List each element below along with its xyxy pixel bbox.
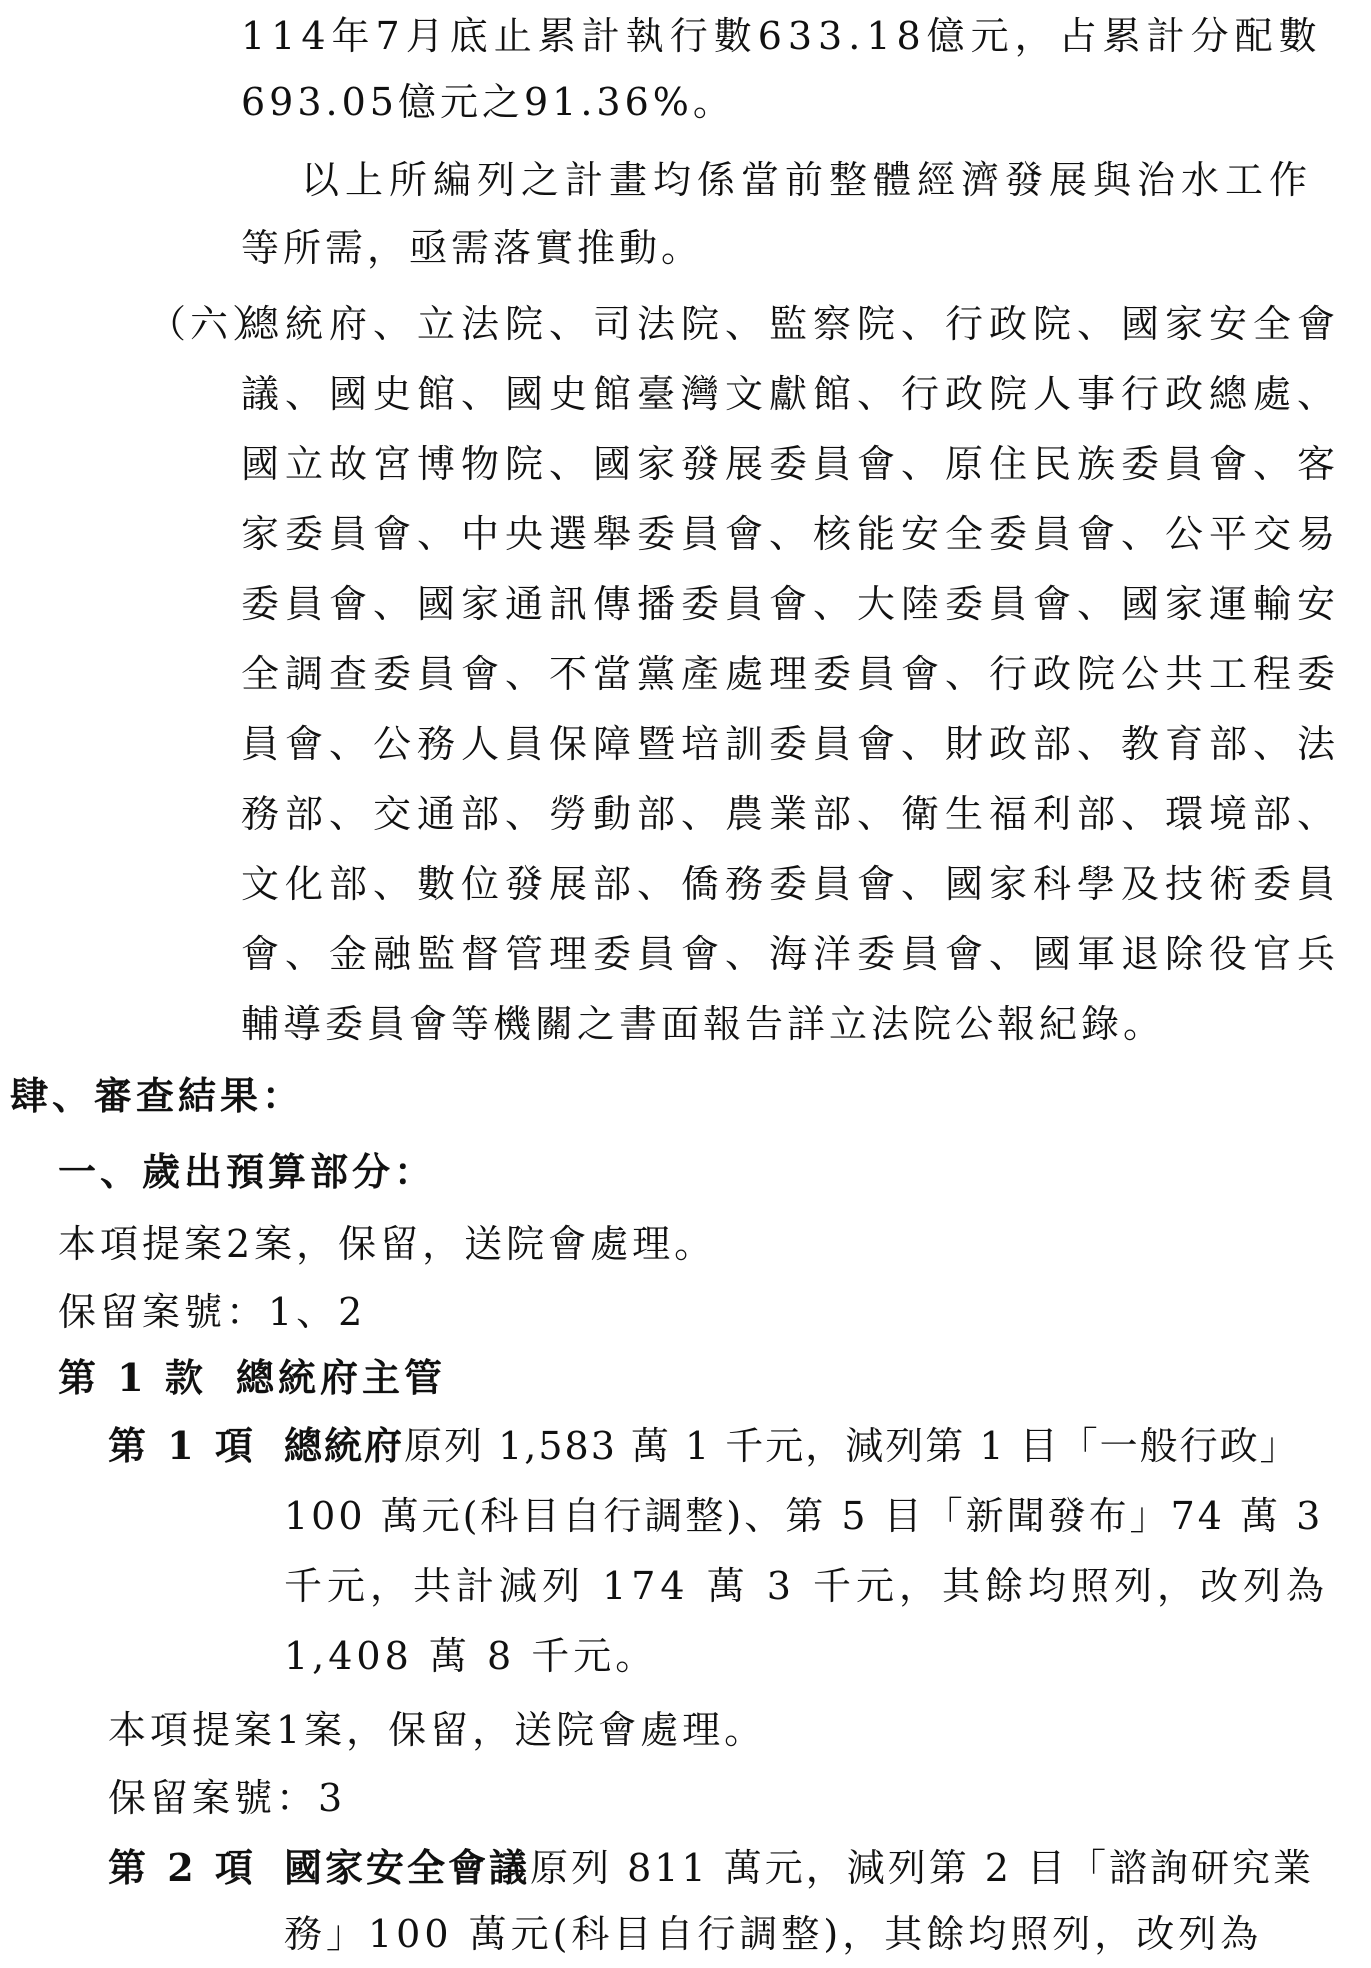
text-line: 務」100 萬元(科目自行調整)，其餘均照列，改列為	[284, 1912, 1263, 1956]
text-fragment: 原列 1,583 萬 1 千元，減列第 1 目「一般行政」	[404, 1424, 1300, 1468]
text-line: 總統府、立法院、司法院、監察院、行政院、國家安全會	[241, 302, 1342, 346]
text-line: 保留案號：1、2	[58, 1290, 367, 1334]
xiang-label: 第 1 項	[108, 1423, 257, 1468]
text-line: 100 萬元(科目自行調整)、第 5 目「新聞發布」74 萬 3	[284, 1494, 1324, 1538]
subsection-heading: 一、歲出預算部分：	[58, 1149, 437, 1194]
text-line: 千元，共計減列 174 萬 3 千元，其餘均照列，改列為	[284, 1564, 1330, 1608]
kuan-label: 第 1 款	[58, 1355, 207, 1400]
text-line: 文化部、數位發展部、僑務委員會、國家科學及技術委員	[241, 862, 1342, 906]
text-line: 693.05億元之91.36%。	[241, 80, 735, 124]
text-line: 國立故宮博物院、國家發展委員會、原住民族委員會、客	[241, 442, 1342, 486]
text-line: 本項提案1案，保留，送院會處理。	[108, 1708, 767, 1752]
agency-name: 國家安全會議	[284, 1845, 531, 1890]
text-line: 等所需，亟需落實推動。	[241, 226, 704, 270]
text-line: 以上所編列之計畫均係當前整體經濟發展與治水工作	[301, 158, 1314, 202]
text-line: 保留案號：3	[108, 1776, 347, 1820]
xiang-label: 第 2 項	[108, 1845, 257, 1890]
text-fragment: 原列 811 萬元，減列第 2 目「諮詢研究業	[530, 1846, 1315, 1890]
text-line	[284, 1846, 1314, 1890]
text-line: 輔導委員會等機關之書面報告詳立法院公報紀錄。	[241, 1002, 1166, 1046]
text-line: 本項提案2案，保留，送院會處理。	[58, 1222, 717, 1266]
text-line: 務部、交通部、勞動部、農業部、衛生福利部、環境部、	[241, 792, 1342, 836]
text-line: 員會、公務人員保障暨培訓委員會、財政部、教育部、法	[241, 722, 1342, 766]
text-line: 家委員會、中央選舉委員會、核能安全委員會、公平交易	[241, 512, 1342, 556]
text-line: 全調查委員會、不當黨產處理委員會、行政院公共工程委	[241, 652, 1342, 696]
kuan-title: 總統府主管	[236, 1355, 447, 1400]
list-item-marker: （六）	[148, 302, 275, 346]
text-line: 1,408 萬 8 千元。	[284, 1634, 658, 1678]
agency-name: 總統府	[284, 1423, 405, 1468]
text-line: 議、國史館、國史館臺灣文獻館、行政院人事行政總處、	[241, 372, 1342, 416]
section-heading: 肆、審查結果：	[10, 1073, 305, 1118]
text-line: 114年7月底止累計執行數633.18億元，占累計分配數	[241, 14, 1323, 58]
text-line: 委員會、國家通訊傳播委員會、大陸委員會、國家運輸安	[241, 582, 1342, 626]
text-line	[284, 1424, 1300, 1468]
text-line: 會、金融監督管理委員會、海洋委員會、國軍退除役官兵	[241, 932, 1342, 976]
